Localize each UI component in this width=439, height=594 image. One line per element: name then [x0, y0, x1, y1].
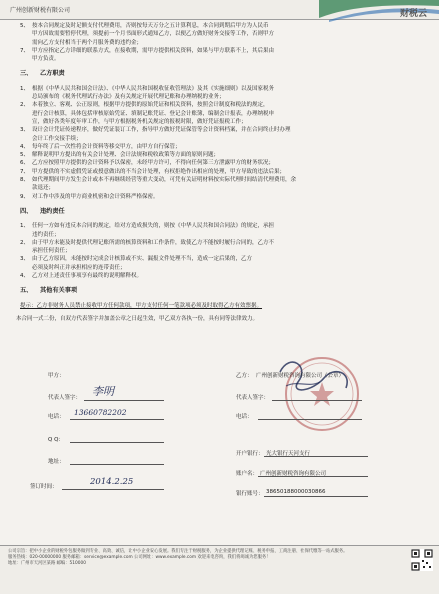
party-b-label: 乙方：: [236, 373, 253, 379]
section-heading-duties: [10, 70, 428, 78]
clause-line: [10, 39, 428, 47]
clause-number: 3、: [20, 256, 29, 263]
party-b-phone-line: [258, 419, 362, 420]
party-a-rep-line: [84, 400, 164, 401]
clause-number: 2、: [20, 102, 29, 109]
party-b-phone-label: 电话：: [236, 414, 253, 420]
clauses-top: [10, 22, 428, 63]
clause-number: 3、: [20, 127, 29, 134]
clause-line: [10, 47, 428, 55]
signed-time-label: 签订时间：: [30, 484, 58, 490]
clause-line: [10, 143, 428, 151]
effective-clause: 本合同一式二份，自双方代表签字并加盖公章之日起生效，甲乙双方各执一份，具有同等法律效力。: [16, 315, 259, 322]
clause-text: 总局颁布的《税务代理试行办法》及有关规定开展代理记账和办理纳税的业务；: [32, 94, 225, 101]
clause-text: 甲方因故需要暂停代理，须提前一个月书面形式通知乙方，以便乙方做好财务交接等工作，否则甲方: [32, 31, 275, 38]
page-footer: [0, 545, 439, 594]
clause-text: 甲方负责。: [32, 56, 60, 63]
brand-logo: [319, 0, 439, 24]
party-a-phone: 13660782202: [74, 408, 127, 417]
section-title: 其他有关事项: [40, 287, 78, 295]
footer-line: 地址：广州市天河区某路 邮编：510000: [8, 561, 86, 566]
clause-line: [10, 168, 428, 176]
party-a-phone-label: 电话：: [48, 414, 65, 420]
clause-number: 5、: [20, 152, 29, 159]
section-number: 五、: [20, 287, 33, 295]
clause-line: [10, 184, 428, 192]
party-b-account-no-label: 银行账号：: [236, 491, 264, 497]
clause-text: 会计工作交接手续；: [32, 135, 82, 142]
clause-line: [10, 30, 428, 38]
clause-line: [10, 135, 428, 143]
clause-text: 对工作中涉及的甲方商业机密和会计资料严格保密。: [32, 193, 159, 200]
party-a-rep-label: 代表人签字：: [48, 395, 82, 401]
section-heading-other: [10, 287, 428, 295]
clause-line: [10, 93, 428, 101]
clause-text: 进行会计核算，具体包括审核原始凭证、填制记账凭证、登记会计账簿，编制会计报表，办理纳税申: [32, 110, 275, 117]
section-number: 三、: [20, 70, 33, 78]
page-header: [0, 0, 439, 20]
clause-text: 需向乙方支付相当于两个月服务费的违约金；: [32, 39, 143, 46]
logo-text: 财税云: [399, 9, 427, 19]
clause-text: 按本合同规定及时足额支付代理费用，否则按每天万分之五计算利息，本合同到期后甲方为人民币: [32, 23, 269, 29]
party-b-account-no: 38650188000030866: [266, 489, 326, 495]
clause-number: 4、: [20, 143, 29, 150]
footer-line: 服务热线：020-00000000 服务邮箱：service@example.com 公司网址：www.example.com 欢迎来电咨询，我们将竭诚为您服务！: [8, 555, 271, 560]
clause-text: 根据《中华人民共和国会计法》、《中华人民共和国税收征收管理法》及其《实施细则》以及国家税务: [32, 85, 275, 92]
party-b-account-no-line: [264, 496, 368, 497]
clause-line: [10, 231, 428, 239]
clause-number: 4、: [20, 273, 29, 280]
clause-text: 设计会计凭证传递程序，做好凭证装订工作，指导甲方做好凭证保管等会计资料档案，并在合同终止时办理: [32, 127, 291, 134]
clause-number: 7、: [20, 168, 29, 175]
clause-number: 8、: [20, 177, 29, 184]
clause-text: 本着独立、客观、公正原则，根据甲方提供的原始凭证和相关资料，按照会计制度和税法的规定，: [32, 102, 269, 109]
clause-text: 宣，做好各类年度年审工作，与甲方根据税务机关规定的报税时限，做好凭证报税工作；: [32, 118, 247, 125]
party-a-address-label: 地址：: [48, 459, 65, 465]
clause-number: 1、: [20, 223, 29, 230]
clause-number: 9、: [20, 193, 29, 200]
clause-text: 承担任何责任；: [32, 248, 71, 255]
party-b-bank-line: [264, 456, 368, 457]
clause-line: [10, 272, 428, 280]
section-title: 乙方职责: [40, 70, 65, 78]
party-a-qq-label: Q Q：: [48, 437, 64, 443]
clause-line: [10, 264, 428, 272]
clause-text: 每年终了后一次性将会计资料等移交甲方，由甲方自行保管；: [32, 143, 181, 150]
party-a-label: 甲方：: [48, 373, 65, 379]
party-a-phone-line: [70, 419, 164, 420]
party-b-rep-label: 代表人签字：: [236, 395, 270, 401]
clause-line: [10, 126, 428, 134]
clause-text: 乙方应按照甲方提供的会计资料予以保密，未经甲方许可，不得向任何第三方泄露甲方的财务状况；: [32, 160, 275, 167]
clause-text: 甲方提供的不实虚假凭证或授意做出的不当会计处理，有权拒绝作出相应的处理，甲方导致的违法后果；: [32, 168, 286, 175]
qr-code-icon: [411, 549, 433, 571]
clause-number: 2、: [20, 239, 29, 246]
clause-number: 5、: [20, 23, 29, 29]
clause-line: [10, 118, 428, 126]
clause-text: 由于甲方未能及时提供代理记账所需的核算资料和工作条件，致使乙方不能按时履行合同的，乙方不: [32, 239, 275, 246]
footer-line: 公司宗旨：把中小企业的财税外包服务做到专业、高效、诚信，让中小企业安心发展。我们专注于财税服务，为企业提供代理记账、税务申报、工商注册、社保代缴等一站式服务。: [8, 549, 348, 554]
clause-text: 由于乙方原因，未能按时完成会计核算或不实、漏报文件处理不当，造成一定后果的，乙方: [32, 256, 253, 263]
clause-line: [10, 159, 428, 167]
party-b-rep-line: [272, 400, 362, 401]
signed-time-value: 2014.2.25: [90, 477, 134, 487]
clause-line: [10, 176, 428, 184]
clause-text: 乙方对上述责任事项享有最终的说明解释权。: [32, 273, 143, 280]
clause-line: [10, 247, 428, 255]
clause-text: 款退还；: [32, 185, 55, 192]
clause-line: [10, 85, 428, 93]
party-b-bank-label: 开户银行：: [236, 451, 264, 457]
party-b-name: 广州创新财税咨询有限公司（公章）: [256, 373, 345, 379]
party-b-account-name-line: [258, 476, 368, 477]
clause-text: 任何一方如有违反本合同的规定，给对方造成损失的，则按《中华人民共和国合同法》的规定，承担: [32, 223, 275, 230]
party-b-account-name-label: 账户名：: [236, 471, 259, 477]
clause-line: [10, 222, 428, 230]
footer-text: [8, 549, 408, 567]
party-b-bank: 光大银行天河支行: [266, 451, 311, 457]
section-title: 违约责任: [40, 207, 65, 215]
clause-text: 如代理期间甲方发生会计或本不再继续经营等重大变动，可凭有关证明材料按实际代理时间结清代理费用，余: [32, 177, 297, 184]
clause-line: [10, 193, 428, 201]
clause-line: [10, 55, 428, 63]
clause-line: [10, 22, 428, 30]
header-company-name: 广州创新财税有限公司: [10, 7, 71, 14]
clause-number: 1、: [20, 85, 29, 92]
signed-time-line: [62, 489, 164, 490]
clause-line: [10, 255, 428, 263]
clause-text: 必须及时纠正并承担相应的连带责任；: [32, 264, 126, 271]
party-a-signature: 李明: [92, 385, 114, 398]
party-a-address-line: [70, 464, 164, 465]
section-liability: [10, 222, 428, 280]
clause-line: [10, 101, 428, 109]
section-number: 四、: [20, 207, 33, 215]
section-heading-liability: [10, 208, 428, 216]
clause-line: [10, 151, 428, 159]
clause-line: [10, 110, 428, 118]
clause-text: 违约责任；: [32, 231, 60, 238]
party-a-qq-line: [70, 442, 164, 443]
clause-text: 甲方应指定乙方详细的联系方式，在接收期，需甲方提供相关资料，如果与甲方联系不上，其后果由: [32, 47, 275, 54]
party-b-account-name: 广州创新财税咨询有限公司: [260, 471, 327, 477]
clause-line: [10, 239, 428, 247]
clause-number: 7、: [20, 47, 29, 54]
clause-text: 解释说明甲方提出的有关会计处理、会计法规和税收政策等方面的原则问题；: [32, 152, 220, 159]
clause-number: 6、: [20, 160, 29, 167]
signature-block: [0, 367, 439, 532]
section-duties: [10, 85, 428, 201]
payment-hint: 提示：乙方非财务人员禁止接收甲方任何款项，甲方支付任何一笔款项必须及时取得乙方有效票据。: [20, 302, 263, 309]
contract-body: [10, 22, 428, 323]
